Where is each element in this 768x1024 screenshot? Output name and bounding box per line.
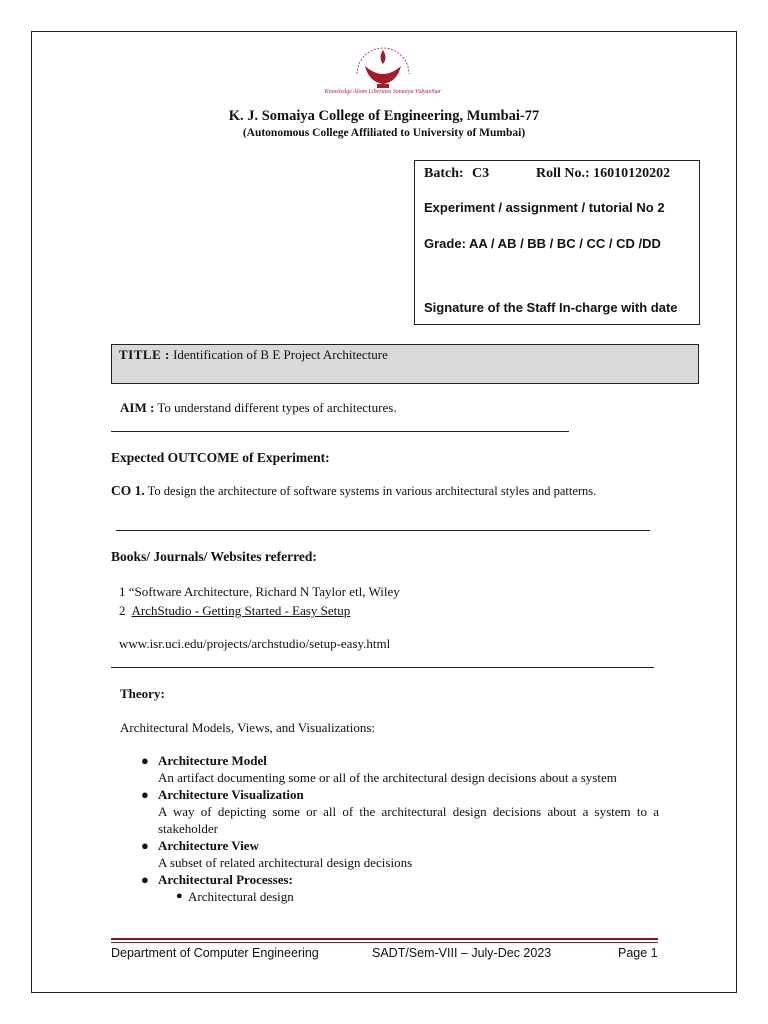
list-item-description: A subset of related architectural design decisions: [158, 855, 413, 870]
reference-2: [119, 603, 350, 619]
divider: [111, 667, 654, 668]
footer-course: SADT/Sem-VIII – July-Dec 2023: [372, 946, 552, 960]
list-item: [141, 752, 659, 786]
experiment-line: Experiment / assignment / tutorial No 2: [424, 200, 665, 215]
title-label: TITLE :: [119, 347, 170, 362]
bullet-icon: ●: [141, 753, 149, 768]
co-label: CO 1.: [111, 483, 145, 498]
list-item-heading: Architecture View: [158, 838, 259, 853]
co-text: To design the architecture of software systems in various architectural styles and patterns.: [147, 484, 597, 498]
college-name: K. J. Somaiya College of Engineering, Mumbai-77: [228, 108, 540, 124]
college-subtitle: (Autonomous College Affiliated to University of Mumbai): [242, 127, 526, 139]
footer-department: Department of Computer Engineering: [111, 946, 319, 960]
reference-1: 1 “Software Architecture, Richard N Taylor etl, Wiley: [119, 584, 400, 599]
books-heading: Books/ Journals/ Websites referred:: [111, 549, 317, 564]
sub-list-item: [141, 888, 659, 905]
list-item: [141, 871, 659, 888]
list-item-description: An artifact documenting some or all of the architectural design decisions about a system: [158, 770, 617, 785]
bullet-icon: ●: [141, 838, 149, 853]
list-item-description: A way of depicting some or all of the architectural design decisions about a system to a stakeholder: [158, 804, 659, 836]
roll-label: Roll No.:: [536, 166, 590, 181]
aim-line: [120, 400, 397, 416]
list-item-heading: Architecture Visualization: [158, 787, 304, 802]
theory-list: [141, 752, 659, 905]
bullet-icon: ●: [176, 890, 183, 902]
bullet-icon: ●: [141, 872, 149, 887]
footer-rule: [111, 942, 658, 943]
footer-rule: [111, 938, 658, 940]
batch-value: C3: [472, 166, 490, 181]
sub-list-item-text: Architectural design: [188, 889, 294, 904]
reference-url[interactable]: www.isr.uci.edu/projects/archstudio/setup-easy.html: [119, 636, 391, 651]
title-line: [119, 347, 388, 363]
reference-2-number: 2: [119, 603, 126, 618]
outcome-heading: Expected OUTCOME of Experiment:: [111, 450, 330, 465]
list-item-heading: Architecture Model: [158, 753, 267, 768]
aim-label: AIM :: [120, 400, 155, 415]
grade-line: Grade: AA / AB / BB / BC / CC / CD /DD: [424, 236, 661, 251]
aim-text: To understand different types of architectures.: [157, 400, 397, 415]
theory-intro: Architectural Models, Views, and Visualizations:: [120, 720, 376, 735]
roll-value: 16010120202: [593, 166, 671, 181]
batch-label: Batch:: [424, 166, 464, 181]
divider: [111, 431, 569, 432]
logo-caption: Knowledge Alone Liberates Somaiya Vidyavihar: [324, 89, 442, 95]
divider: [116, 530, 650, 531]
archstudio-link[interactable]: ArchStudio - Getting Started - Easy Setup: [131, 603, 351, 618]
somaiya-logo: [324, 42, 442, 95]
title-text: Identification of B E Project Architecture: [173, 347, 388, 362]
footer-page-number: Page 1: [618, 946, 658, 960]
signature-line: Signature of the Staff In-charge with date: [424, 300, 678, 315]
list-item-heading: Architectural Processes:: [158, 872, 293, 887]
course-outcome: [111, 482, 659, 500]
batch-roll-line: [424, 166, 670, 182]
list-item: [141, 786, 659, 837]
bullet-icon: ●: [141, 787, 149, 802]
list-item: [141, 837, 659, 871]
theory-heading: Theory:: [120, 686, 165, 701]
